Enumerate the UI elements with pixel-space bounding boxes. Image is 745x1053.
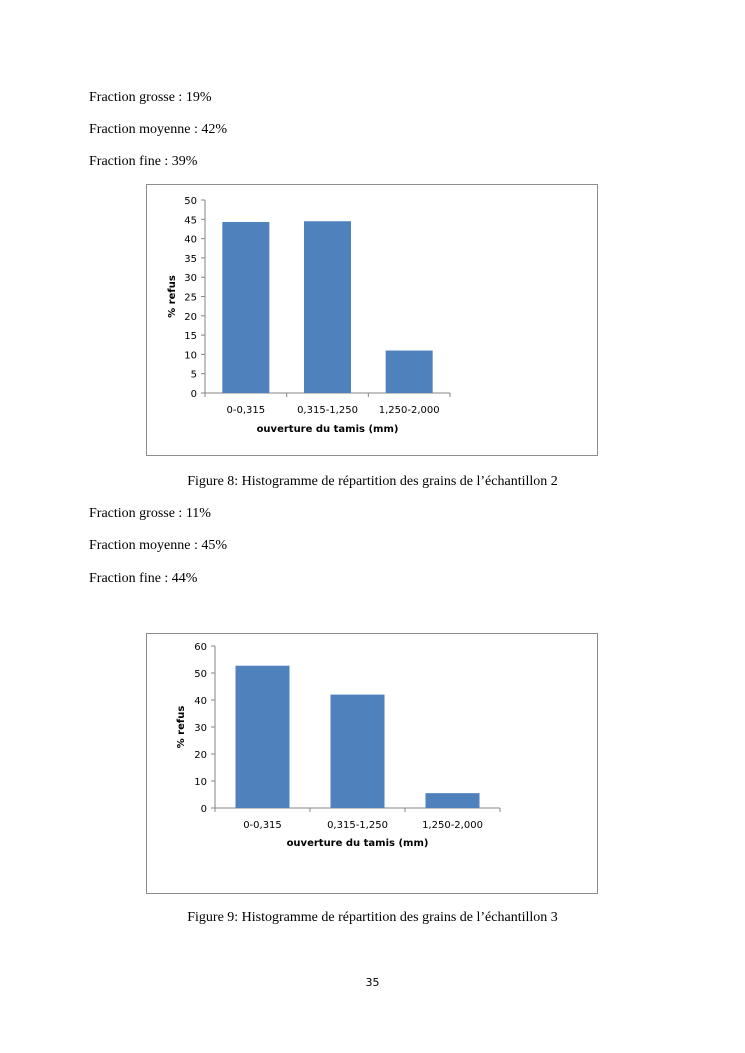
y-tick-label: 30 (184, 273, 197, 285)
y-tick-label: 50 (184, 196, 197, 207)
bar-3 (386, 351, 433, 393)
x-tick-label: 1,250-2,000 (422, 820, 483, 831)
x-tick-label: 0,315-1,250 (327, 820, 388, 831)
x-axis-title: ouverture du tamis (mm) (256, 424, 399, 435)
y-tick-label: 0 (190, 389, 197, 400)
fraction-line-coarse-sample3: Fraction grosse : 11% (89, 506, 211, 521)
y-tick-label: 45 (184, 215, 197, 227)
y-tick-label: 40 (184, 234, 197, 246)
x-tick-label: 0-0,315 (243, 820, 282, 831)
histogram-chart-sample3 (146, 633, 598, 894)
y-tick-label: 25 (184, 292, 197, 304)
bar-2 (331, 695, 385, 808)
y-tick-label: 35 (184, 253, 197, 265)
x-tick-label: 1,250-2,000 (378, 405, 440, 416)
histogram-svg-sample2 (147, 185, 599, 457)
x-axis-title: ouverture du tamis (mm) (286, 838, 429, 849)
bar-1 (236, 666, 290, 808)
y-tick-label: 50 (194, 669, 207, 680)
x-tick-label: 0,315-1,250 (297, 405, 358, 416)
y-tick-label: 20 (194, 750, 207, 761)
figure-caption-9: Figure 9: Histogramme de répartition des grains de l’échantillon 3 (187, 910, 558, 925)
y-tick-label: 60 (194, 642, 207, 653)
y-tick-label: 10 (184, 350, 197, 362)
x-tick-label: 0-0,315 (226, 405, 266, 416)
bar-2 (304, 221, 351, 393)
fraction-line-medium-sample3: Fraction moyenne : 45% (89, 538, 228, 553)
bar-1 (222, 222, 269, 393)
y-axis-title: % refus (176, 705, 187, 749)
y-tick-label: 0 (200, 804, 207, 815)
histogram-chart-sample2 (146, 184, 598, 456)
figure-caption-8: Figure 8: Histogramme de répartition des grains de l’échantillon 2 (187, 474, 558, 489)
y-tick-label: 30 (194, 723, 207, 734)
y-tick-label: 10 (194, 777, 207, 788)
y-tick-label: 40 (194, 696, 207, 707)
fraction-line-medium-sample2: Fraction moyenne : 42% (89, 122, 228, 137)
y-tick-label: 5 (190, 369, 197, 381)
fraction-line-fine-sample3: Fraction fine : 44% (89, 571, 198, 586)
y-tick-label: 20 (184, 311, 197, 323)
fraction-line-coarse-sample2: Fraction grosse : 19% (89, 90, 212, 105)
bar-3 (426, 793, 480, 808)
y-axis-title: % refus (167, 275, 178, 318)
histogram-svg-sample3 (147, 634, 599, 895)
y-tick-label: 15 (184, 331, 197, 343)
page-number: 35 (365, 976, 380, 989)
fraction-line-fine-sample2: Fraction fine : 39% (89, 154, 198, 169)
